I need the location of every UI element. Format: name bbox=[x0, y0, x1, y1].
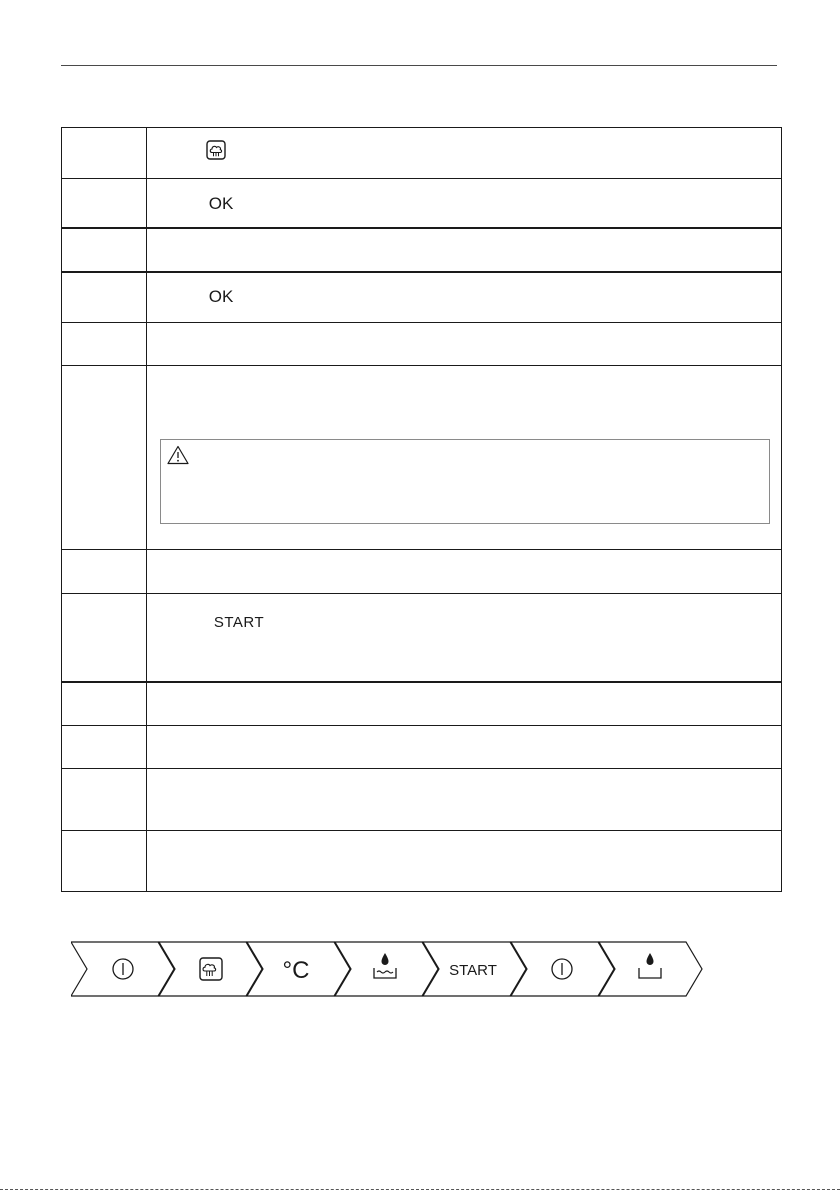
step-row bbox=[62, 179, 781, 229]
step-number-cell bbox=[62, 683, 147, 725]
flow-step bbox=[159, 942, 262, 996]
step-number-cell bbox=[62, 128, 147, 178]
flow-step bbox=[423, 942, 526, 996]
step-number-cell bbox=[62, 229, 147, 271]
step-content-cell bbox=[149, 128, 781, 178]
step-number-cell bbox=[62, 831, 147, 891]
step-content-cell bbox=[149, 726, 781, 768]
step-row bbox=[62, 366, 781, 550]
step-content-cell bbox=[149, 769, 781, 830]
step-row bbox=[62, 769, 781, 831]
flow-step bbox=[599, 942, 702, 996]
step-number-cell bbox=[62, 179, 147, 227]
step-content-cell bbox=[149, 831, 781, 891]
start-label: START bbox=[449, 962, 497, 979]
step-content-cell bbox=[149, 273, 781, 322]
flow-step bbox=[511, 942, 614, 996]
step-row bbox=[62, 550, 781, 594]
step-content-cell bbox=[149, 683, 781, 725]
ok-button-symbol: OK bbox=[208, 193, 234, 213]
warning-box bbox=[160, 439, 770, 524]
step-content-cell bbox=[149, 323, 781, 365]
step-content-cell bbox=[149, 229, 781, 271]
step-row bbox=[62, 323, 781, 366]
step-number-cell bbox=[62, 550, 147, 593]
step-number-cell bbox=[62, 366, 147, 549]
flow-step bbox=[335, 942, 438, 996]
step-content-cell bbox=[149, 550, 781, 593]
step-row bbox=[62, 229, 781, 273]
steam-cooking-icon bbox=[205, 139, 227, 161]
ok-button-symbol: OK bbox=[208, 286, 234, 306]
steps-table bbox=[61, 127, 782, 892]
step-row bbox=[62, 273, 781, 323]
step-number-cell bbox=[62, 726, 147, 768]
flow-step bbox=[71, 942, 174, 996]
step-content-cell bbox=[149, 594, 781, 681]
step-row bbox=[62, 831, 781, 891]
step-content-cell bbox=[149, 366, 781, 549]
step-number-cell bbox=[62, 323, 147, 365]
step-row bbox=[62, 683, 781, 726]
temperature-celsius-label: °C bbox=[282, 957, 310, 984]
step-row bbox=[62, 726, 781, 769]
flow-step bbox=[247, 942, 350, 996]
header-rule bbox=[61, 65, 777, 66]
step-number-cell bbox=[62, 769, 147, 830]
step-row bbox=[62, 594, 781, 683]
step-number-cell bbox=[62, 594, 147, 681]
step-number-cell bbox=[62, 273, 147, 322]
start-button-symbol: START bbox=[213, 613, 265, 631]
page-bottom-edge bbox=[0, 1189, 840, 1190]
step-content-cell bbox=[149, 179, 781, 227]
step-row bbox=[62, 128, 781, 179]
warning-triangle-icon bbox=[167, 445, 189, 465]
procedure-flow-diagram bbox=[71, 941, 703, 997]
